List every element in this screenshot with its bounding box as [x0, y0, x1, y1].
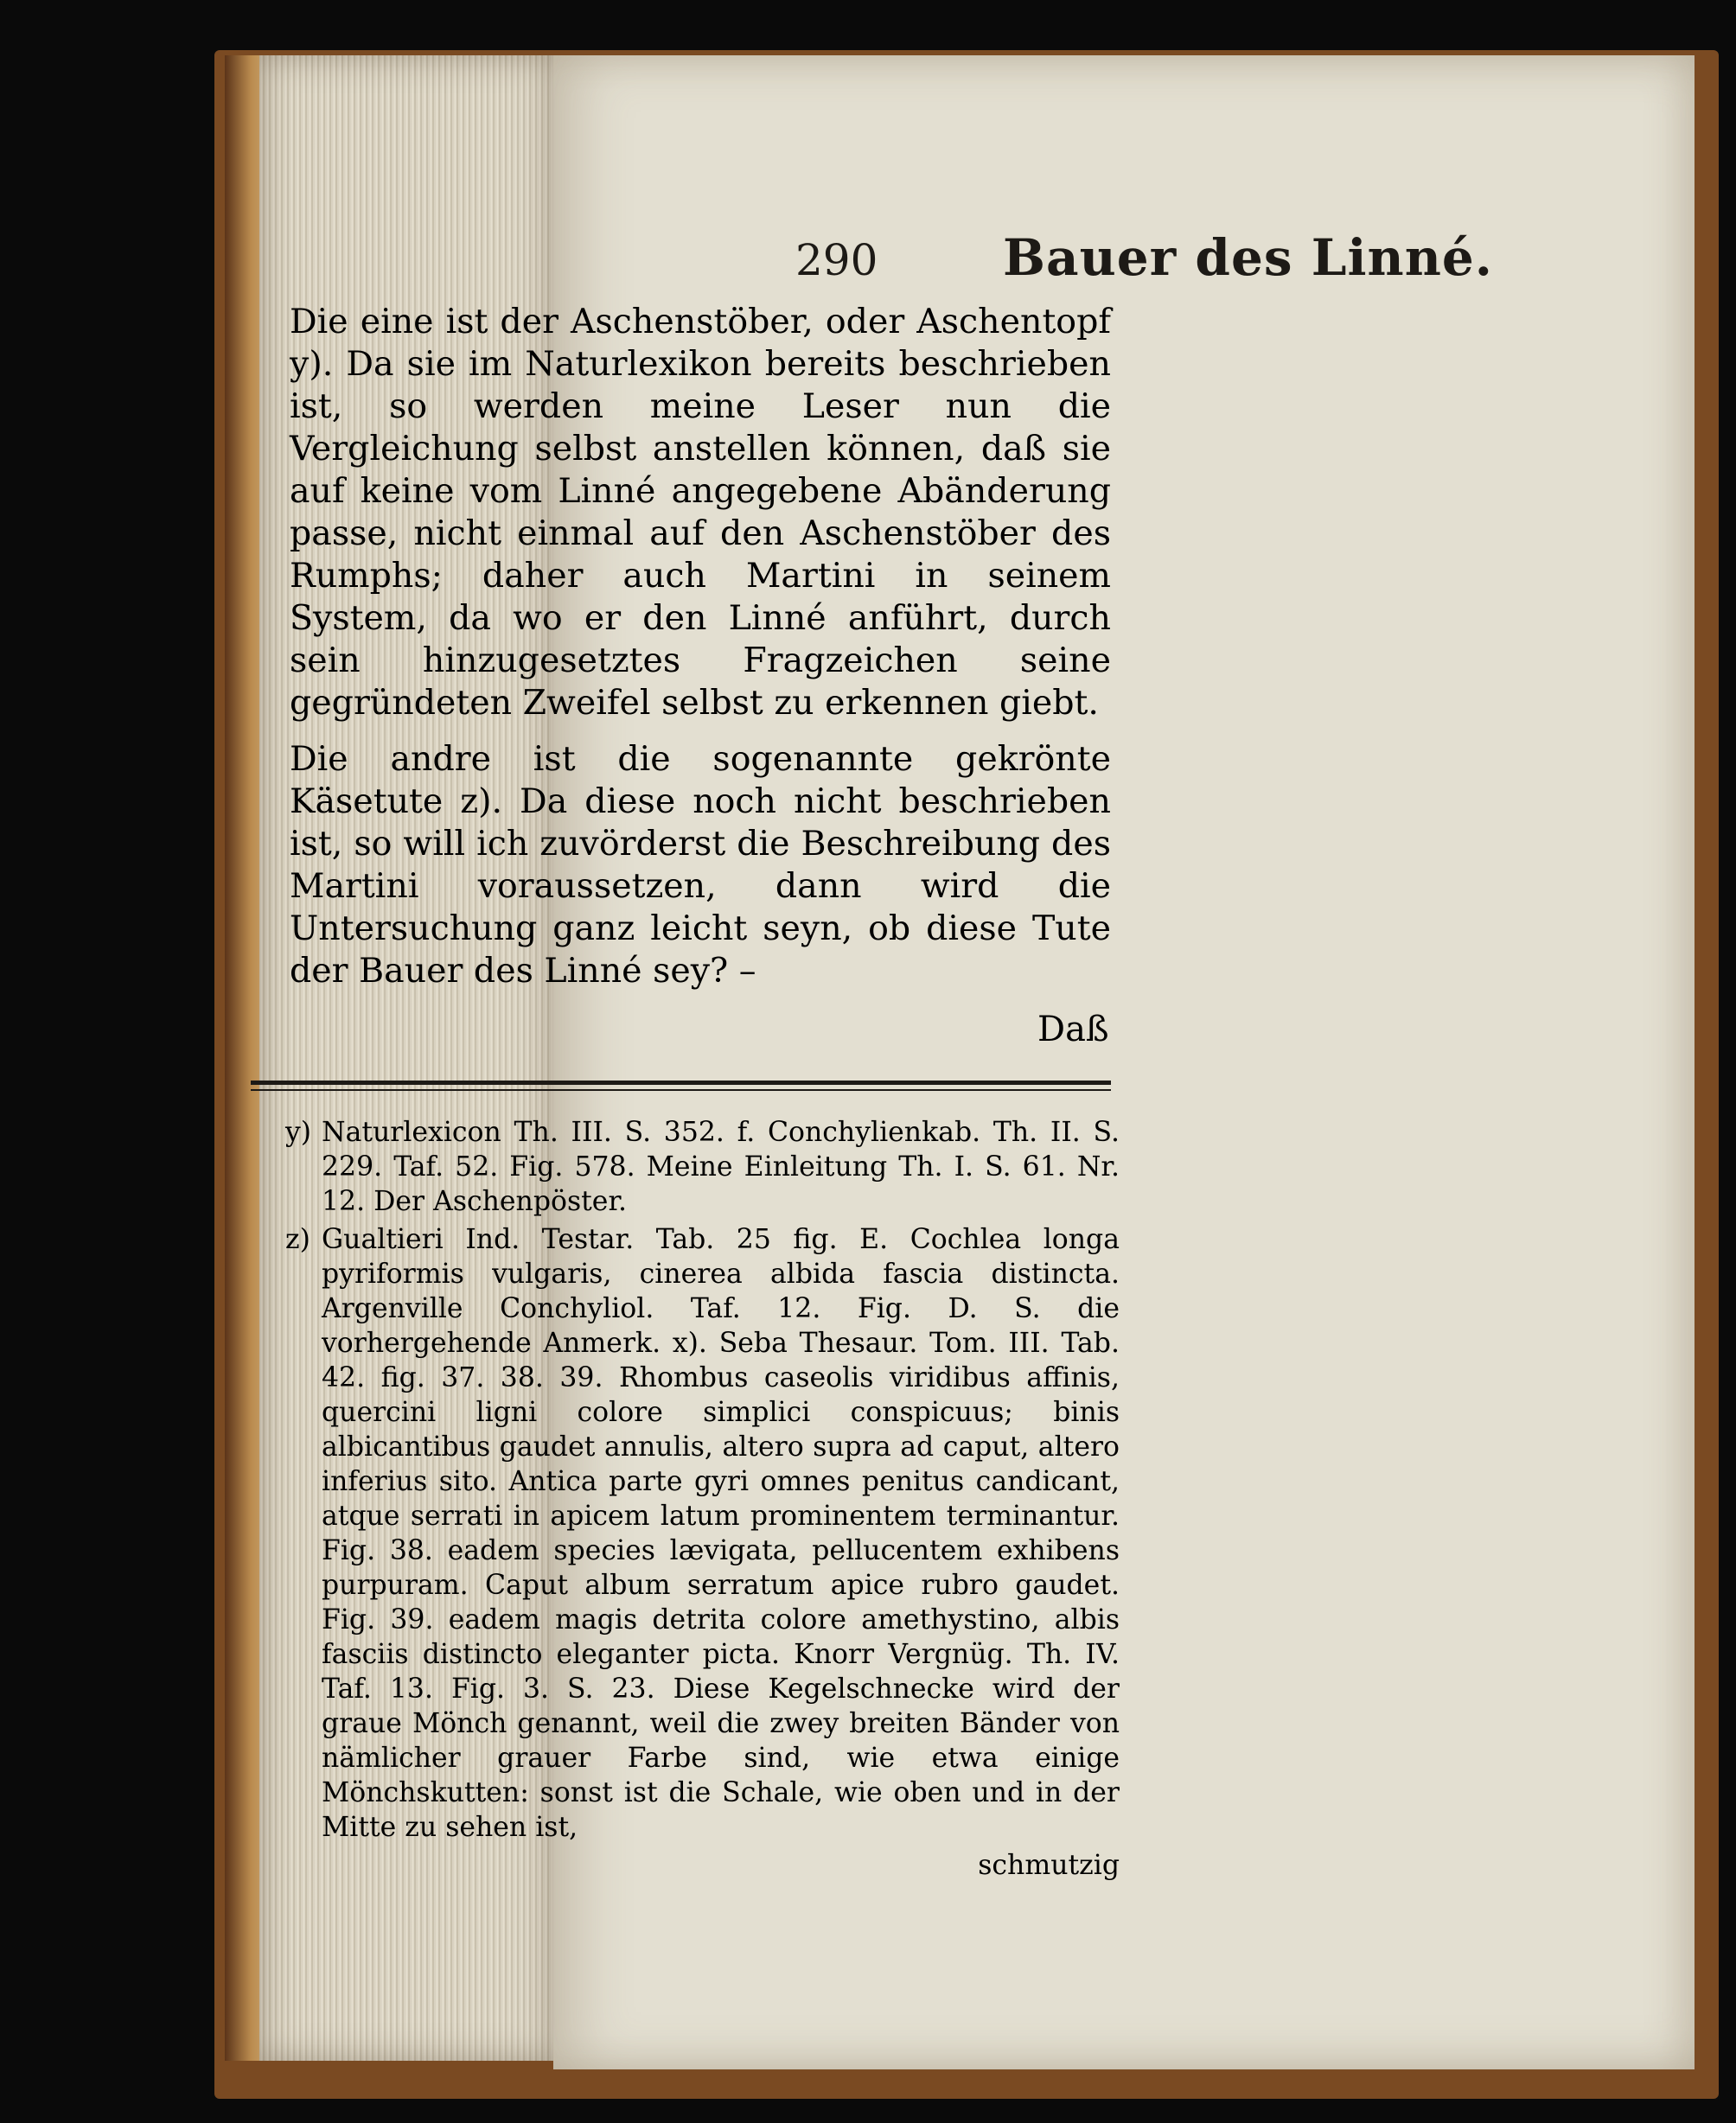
running-title: Bauer des Linné. — [1003, 228, 1493, 287]
footnote-text: Naturlexicon Th. III. S. 352. f. Conchylienkab. Th. II. S. 229. Taf. 52. Fig. 578. Meine Einleitung Th. I. S. 61. Nr. 12. Der Aschenpöster. — [322, 1117, 1120, 1217]
footnote-label: y) — [285, 1117, 312, 1148]
catchword: Daß — [1037, 1010, 1109, 1049]
footnote-text: Gualtieri Ind. Testar. Tab. 25 fig. E. Cochlea longa pyriformis vulgaris, cinerea albida fascia distincta. Argenville Conchyliol. Taf. 12. Fig. D. S. die vorhergehende Anmerk. x). Seba Thesaur. Tom. III. Tab. 42. fig. 37. 38. 39. Rhombus caseolis viridibus affinis, quercini ligni colore simplici conspicuus; binis albicantibus gaudet annulis, altero supra ad caput, altero inferius sito. Antica parte gyri omnes penitus candicant, atque serrati in apicem latum prominentem terminantur. Fig. 38. eadem species lævigata, pellucentem exhibens purpuram. Caput album serratum apice rubro gaudet. Fig. 39. eadem magis detrita colore amethystino, albis fasciis distincto eleganter picta. Knorr Vergnüg. Th. IV. Taf. 13. Fig. 3. S. 23. Diese Kegelschnecke wird der graue Mönch genannt, weil die zwey breiten Bänder von nämlicher grauer Farbe sind, wie etwa einige Mönchskutten: sonst ist die Schale, wie oben und in der Mitte zu sehen ist, — [322, 1224, 1120, 1843]
footnote-label: z) — [285, 1224, 310, 1255]
page-number: 290 — [795, 235, 878, 285]
paragraph-2: Die andre ist die sogenannte gekrönte Käsetute z). Da diese noch nicht beschrieben ist, so will ich zuvörderst die Beschreibung des Martini voraussetzen, dann wird die Untersuchung ganz leicht seyn, ob diese Tute der Bauer des Linné sey? – — [290, 739, 1111, 991]
paragraph-1: Die eine ist der Aschenstöber, oder Aschentopf y). Da sie im Naturlexikon bereits beschrieben ist, so werden meine Leser nun die Vergleichung selbst anstellen können, daß sie auf keine vom Linné angegebene Abänderung passe, nicht einmal auf den Aschenstöber des Rumphs; daher auch Martini in seinem System, da wo er den Linné anführt, durch sein hinzugesetztes Fragzeichen seine gegründeten Zweifel selbst zu erkennen giebt. — [290, 302, 1111, 723]
footnote-rule — [251, 1081, 1111, 1085]
footnote-catchword: schmutzig — [978, 1850, 1120, 1881]
footnote-rule-thin — [251, 1089, 1111, 1091]
page-header — [795, 218, 1608, 296]
footnote-y — [285, 1115, 1120, 1219]
footnotes — [285, 1115, 1120, 1883]
footnote-z — [285, 1222, 1120, 1845]
